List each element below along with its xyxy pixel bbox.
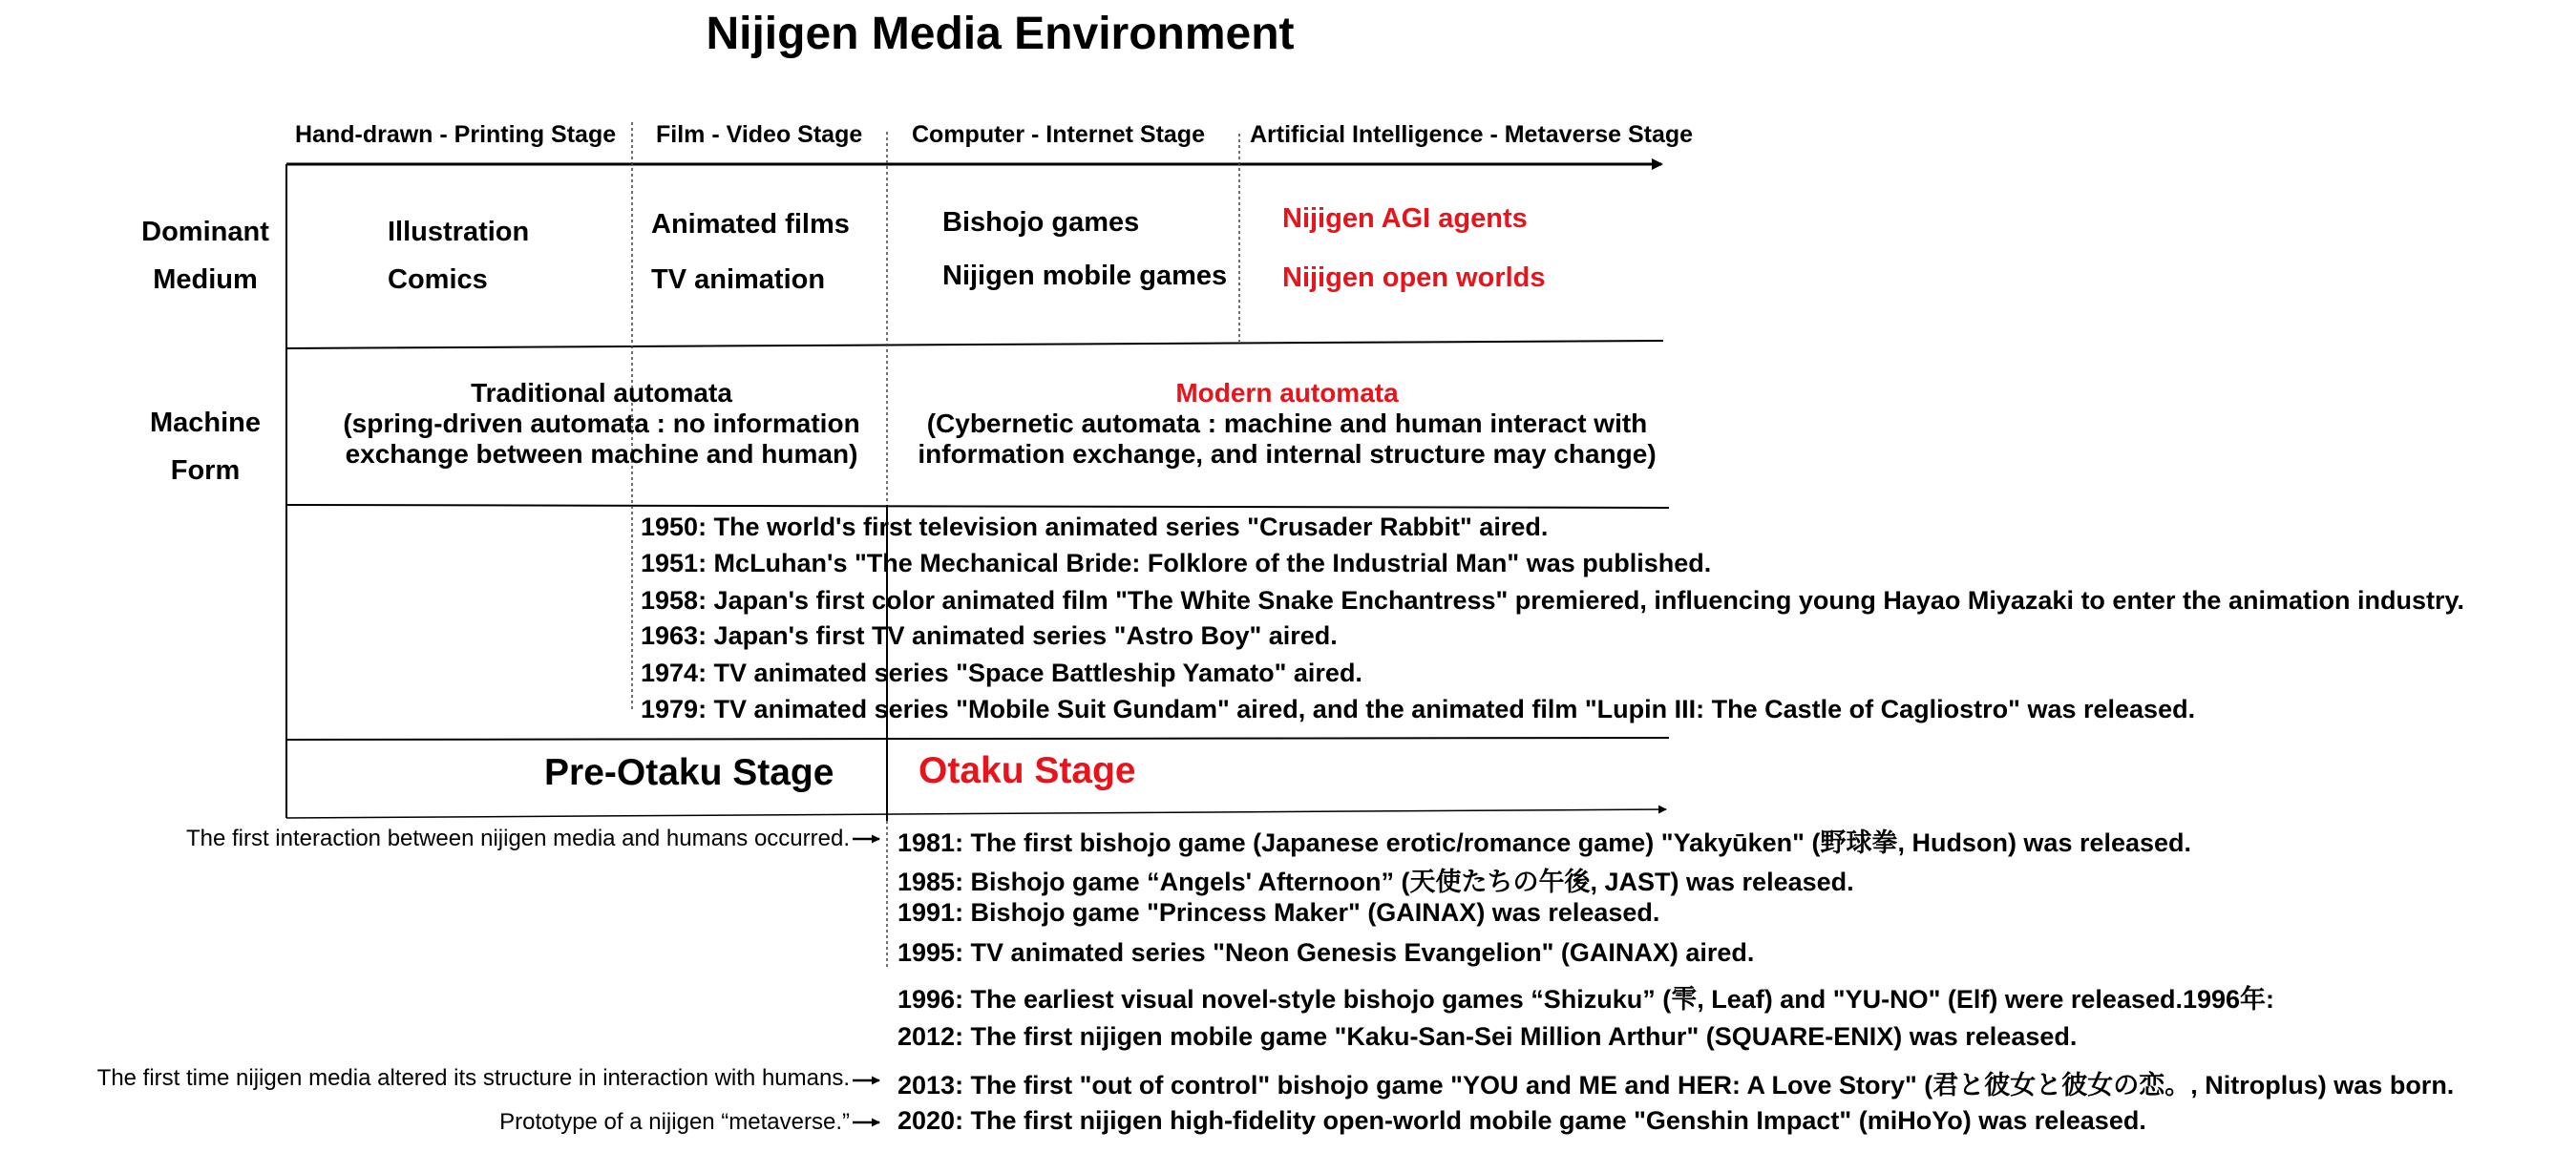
event-2012: 2012: The first nijigen mobile game "Kaku-San-Sei Million Arthur" (SQUARE-ENIX) was released. xyxy=(897,1022,2078,1051)
event-1951: 1951: McLuhan's "The Mechanical Bride: Folklore of the Industrial Man" was published. xyxy=(641,549,1712,577)
medium-animated-films: Animated films xyxy=(651,209,850,240)
diagram-title: Nijigen Media Environment xyxy=(706,9,1295,59)
event-1985: 1985: Bishojo game “Angels' Afternoon” (天使たちの午後, JAST) was released. xyxy=(897,868,1854,896)
event-1979: 1979: TV animated series "Mobile Suit Gundam" aired, and the animated film "Lupin III: The Castle of Cagliostro" was released. xyxy=(641,695,2196,723)
annotation-first-interaction: The first interaction between nijigen media and humans occurred. xyxy=(185,826,850,851)
machine-description-line: (Cybernetic automata : machine and human interact with xyxy=(926,408,1648,438)
stage-hand-drawn: Hand-drawn - Printing Stage xyxy=(295,121,617,148)
event-1974: 1974: TV animated series "Space Battleship Yamato" aired. xyxy=(641,659,1362,687)
row-label-dominant-medium xyxy=(124,208,286,304)
stage-computer-internet: Computer - Internet Stage xyxy=(912,121,1205,148)
row-label-line: Dominant xyxy=(141,217,269,247)
machine-name: Modern automata xyxy=(1175,378,1399,408)
row-label-line: Machine xyxy=(149,408,262,438)
event-1995: 1995: TV animated series "Neon Genesis Evangelion" (GAINAX) aired. xyxy=(897,938,1755,967)
medium-tv-animation: TV animation xyxy=(651,264,826,295)
event-2020: 2020: The first nijigen high-fidelity open-world mobile game "Genshin Impact" (miHoYo) was released. xyxy=(897,1106,2146,1135)
event-1963: 1963: Japan's first TV animated series "Astro Boy" aired. xyxy=(641,621,1338,650)
otaku-stage-label: Otaku Stage xyxy=(918,750,1136,791)
event-1958: 1958: Japan's first color animated film "The White Snake Enchantress" premiered, influencing young Hayao Miyazaki to enter the animation industry. xyxy=(641,586,2464,615)
event-1991: 1991: Bishojo game "Princess Maker" (GAINAX) was released. xyxy=(897,898,1660,927)
row-divider-medium xyxy=(286,341,1663,348)
stage-ai-metaverse: Artificial Intelligence - Metaverse Stage xyxy=(1250,121,1694,148)
row-divider-machine xyxy=(286,505,1669,508)
event-2013: 2013: The first "out of control" bishojo game "YOU and ME and HER: A Love Story" (君と彼女と彼女の恋。, Nitroplus) was born. xyxy=(897,1071,2455,1100)
event-1950: 1950: The world's first television animated series "Crusader Rabbit" aired. xyxy=(641,513,1549,541)
otaku-axis xyxy=(286,809,1666,818)
medium-nijigen-open-worlds: Nijigen open worlds xyxy=(1282,262,1546,293)
pre-otaku-stage-label: Pre-Otaku Stage xyxy=(544,752,834,793)
machine-description-line: information exchange, and internal structure may change) xyxy=(918,439,1657,469)
medium-illustration: Illustration xyxy=(388,217,530,247)
annotation-metaverse-prototype: Prototype of a nijigen “metaverse.” xyxy=(499,1109,850,1135)
medium-nijigen-agi-agents: Nijigen AGI agents xyxy=(1282,203,1528,234)
row-divider-events xyxy=(286,738,1669,740)
event-1981: 1981: The first bishojo game (Japanese erotic/romance game) "Yakyūken" (野球拳, Hudson) was released. xyxy=(897,828,2192,857)
medium-bishojo-games: Bishojo games xyxy=(942,207,1140,238)
machine-name: Traditional automata xyxy=(471,378,732,408)
row-label-line: Form xyxy=(170,455,241,486)
medium-nijigen-mobile-games: Nijigen mobile games xyxy=(942,261,1228,291)
machine-modern-automata xyxy=(899,378,1675,470)
machine-description-line: exchange between machine and human) xyxy=(345,439,858,469)
row-label-machine-form xyxy=(124,399,286,494)
annotation-altered-structure: The first time nijigen media altered its structure in interaction with humans. xyxy=(96,1065,850,1091)
medium-comics: Comics xyxy=(388,264,488,295)
stage-film-video: Film - Video Stage xyxy=(656,121,863,148)
machine-description-line: (spring-driven automata : no information xyxy=(343,408,860,438)
machine-traditional-automata xyxy=(325,378,878,470)
row-label-line: Medium xyxy=(153,264,258,295)
event-1996: 1996: The earliest visual novel-style bishojo games “Shizuku” (雫, Leaf) and "YU-NO" (Elf) were released.1996年: xyxy=(897,985,2275,1014)
